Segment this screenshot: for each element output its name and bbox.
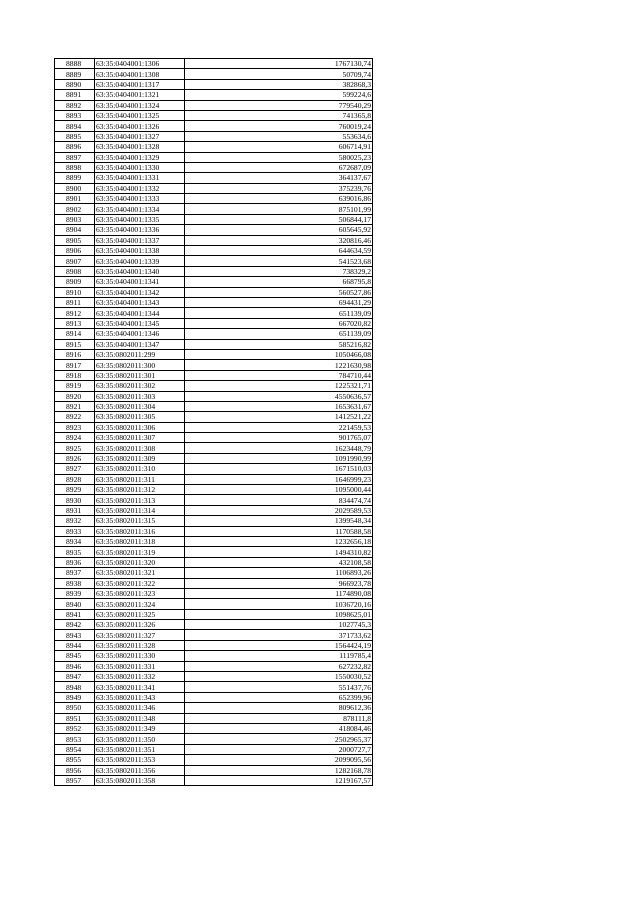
cadastral-number-cell: 63:35:0802011:301 <box>95 370 185 380</box>
cadastral-value-cell: 1050466,08 <box>185 349 373 359</box>
cadastral-number-cell: 63:35:0802011:308 <box>95 443 185 453</box>
table-row <box>55 464 373 474</box>
row-number-cell: 8908 <box>55 266 95 276</box>
cadastral-number-cell: 63:35:0404001:1345 <box>95 318 185 328</box>
table-row <box>55 755 373 765</box>
cadastral-number-cell: 63:35:0404001:1340 <box>95 266 185 276</box>
cadastral-number-cell: 63:35:0802011:311 <box>95 474 185 484</box>
table-row <box>55 152 373 162</box>
cadastral-number-cell: 63:35:0802011:315 <box>95 516 185 526</box>
row-number-cell: 8918 <box>55 370 95 380</box>
row-number-cell: 8889 <box>55 69 95 79</box>
cadastral-number-cell: 63:35:0802011:318 <box>95 536 185 546</box>
cadastral-number-cell: 63:35:0802011:331 <box>95 661 185 671</box>
cadastral-number-cell: 63:35:0802011:353 <box>95 755 185 765</box>
cadastral-number-cell: 63:35:0404001:1336 <box>95 225 185 235</box>
cadastral-value-cell: 741365,8 <box>185 110 373 120</box>
table-row <box>55 162 373 172</box>
cadastral-number-cell: 63:35:0802011:300 <box>95 360 185 370</box>
row-number-cell: 8944 <box>55 640 95 650</box>
row-number-cell: 8933 <box>55 526 95 536</box>
cadastral-value-cell: 652399,96 <box>185 692 373 702</box>
cadastral-number-cell: 63:35:0802011:314 <box>95 505 185 515</box>
row-number-cell: 8954 <box>55 744 95 754</box>
cadastral-value-cell: 551437,76 <box>185 682 373 692</box>
cadastral-number-cell: 63:35:0802011:343 <box>95 692 185 702</box>
row-number-cell: 8898 <box>55 162 95 172</box>
cadastral-value-cell: 1174890,08 <box>185 588 373 598</box>
table-row <box>55 672 373 682</box>
cadastral-number-cell: 63:35:0802011:348 <box>95 713 185 723</box>
row-number-cell: 8935 <box>55 547 95 557</box>
cadastral-number-cell: 63:35:0404001:1308 <box>95 69 185 79</box>
cadastral-value-cell: 4550636,57 <box>185 391 373 401</box>
cadastral-value-cell: 644634,59 <box>185 246 373 256</box>
table-row <box>55 412 373 422</box>
cadastral-value-cell: 1623448,79 <box>185 443 373 453</box>
cadastral-value-cell: 2000727,7 <box>185 744 373 754</box>
cadastral-number-cell: 63:35:0802011:341 <box>95 682 185 692</box>
cadastral-value-cell: 1170588,58 <box>185 526 373 536</box>
cadastral-number-cell: 63:35:0802011:316 <box>95 526 185 536</box>
row-number-cell: 8904 <box>55 225 95 235</box>
cadastral-number-cell: 63:35:0404001:1329 <box>95 152 185 162</box>
cadastral-value-cell: 779540,29 <box>185 100 373 110</box>
cadastral-value-cell: 1564424,19 <box>185 640 373 650</box>
cadastral-number-cell: 63:35:0802011:323 <box>95 588 185 598</box>
row-number-cell: 8929 <box>55 485 95 495</box>
row-number-cell: 8956 <box>55 765 95 775</box>
table-row <box>55 453 373 463</box>
table-row <box>55 391 373 401</box>
row-number-cell: 8928 <box>55 474 95 484</box>
cadastral-number-cell: 63:35:0404001:1347 <box>95 339 185 349</box>
row-number-cell: 8913 <box>55 318 95 328</box>
cadastral-value-cell: 738329,2 <box>185 266 373 276</box>
row-number-cell: 8930 <box>55 495 95 505</box>
row-number-cell: 8916 <box>55 349 95 359</box>
table-row <box>55 225 373 235</box>
cadastral-value-cell: 1550030,52 <box>185 672 373 682</box>
row-number-cell: 8920 <box>55 391 95 401</box>
row-number-cell: 8949 <box>55 692 95 702</box>
cadastral-value-cell: 694431,29 <box>185 297 373 307</box>
cadastral-value-cell: 809612,36 <box>185 703 373 713</box>
table-row <box>55 443 373 453</box>
table-row <box>55 578 373 588</box>
cadastral-value-cell: 1091990,99 <box>185 453 373 463</box>
row-number-cell: 8903 <box>55 214 95 224</box>
table-row <box>55 703 373 713</box>
cadastral-value-cell: 560527,86 <box>185 287 373 297</box>
cadastral-number-cell: 63:35:0404001:1328 <box>95 142 185 152</box>
row-number-cell: 8951 <box>55 713 95 723</box>
cadastral-number-cell: 63:35:0802011:309 <box>95 453 185 463</box>
row-number-cell: 8907 <box>55 256 95 266</box>
table-row <box>55 318 373 328</box>
table-row <box>55 474 373 484</box>
table-row <box>55 214 373 224</box>
cadastral-number-cell: 63:35:0404001:1337 <box>95 235 185 245</box>
cadastral-value-cell: 320816,46 <box>185 235 373 245</box>
cadastral-value-cell: 606714,91 <box>185 142 373 152</box>
table-row <box>55 526 373 536</box>
table-row <box>55 609 373 619</box>
cadastral-number-cell: 63:35:0802011:320 <box>95 557 185 567</box>
table-row <box>55 724 373 734</box>
table-row <box>55 256 373 266</box>
row-number-cell: 8957 <box>55 775 95 785</box>
cadastral-number-cell: 63:35:0404001:1327 <box>95 131 185 141</box>
table-row <box>55 692 373 702</box>
table-row <box>55 142 373 152</box>
table-row <box>55 734 373 744</box>
cadastral-value-cell: 1219167,57 <box>185 775 373 785</box>
cadastral-number-cell: 63:35:0404001:1339 <box>95 256 185 266</box>
row-number-cell: 8943 <box>55 630 95 640</box>
cadastral-number-cell: 63:35:0802011:319 <box>95 547 185 557</box>
table-row <box>55 194 373 204</box>
row-number-cell: 8902 <box>55 204 95 214</box>
row-number-cell: 8939 <box>55 588 95 598</box>
row-number-cell: 8941 <box>55 609 95 619</box>
cadastral-value-cell: 2502965,37 <box>185 734 373 744</box>
row-number-cell: 8915 <box>55 339 95 349</box>
table-row <box>55 682 373 692</box>
cadastral-number-cell: 63:35:0802011:322 <box>95 578 185 588</box>
table-row <box>55 640 373 650</box>
row-number-cell: 8926 <box>55 453 95 463</box>
table-row <box>55 422 373 432</box>
cadastral-number-cell: 63:35:0802011:324 <box>95 599 185 609</box>
table-body <box>55 59 373 786</box>
cadastral-number-cell: 63:35:0802011:303 <box>95 391 185 401</box>
cadastral-value-cell: 667020,82 <box>185 318 373 328</box>
row-number-cell: 8892 <box>55 100 95 110</box>
cadastral-number-cell: 63:35:0404001:1326 <box>95 121 185 131</box>
table-row <box>55 599 373 609</box>
table-row <box>55 713 373 723</box>
table-row <box>55 173 373 183</box>
cadastral-value-cell: 1399548,34 <box>185 516 373 526</box>
cadastral-number-cell: 63:35:0802011:304 <box>95 401 185 411</box>
table-row <box>55 485 373 495</box>
row-number-cell: 8890 <box>55 79 95 89</box>
cadastral-number-cell: 63:35:0802011:310 <box>95 464 185 474</box>
cadastral-value-cell: 651139,09 <box>185 308 373 318</box>
table-row <box>55 381 373 391</box>
cadastral-value-cell: 1036720,16 <box>185 599 373 609</box>
cadastral-number-cell: 63:35:0802011:306 <box>95 422 185 432</box>
cadastral-value-cell: 1221630,98 <box>185 360 373 370</box>
cadastral-value-cell: 2029589,53 <box>185 505 373 515</box>
table-row <box>55 235 373 245</box>
cadastral-value-cell: 553634,6 <box>185 131 373 141</box>
cadastral-number-cell: 63:35:0404001:1341 <box>95 277 185 287</box>
cadastral-number-cell: 63:35:0802011:332 <box>95 672 185 682</box>
row-number-cell: 8927 <box>55 464 95 474</box>
table-row <box>55 183 373 193</box>
table-row <box>55 505 373 515</box>
cadastral-number-cell: 63:35:0404001:1317 <box>95 79 185 89</box>
table-row <box>55 744 373 754</box>
cadastral-value-cell: 371733,62 <box>185 630 373 640</box>
row-number-cell: 8936 <box>55 557 95 567</box>
cadastral-value-cell: 668795,8 <box>185 277 373 287</box>
row-number-cell: 8906 <box>55 246 95 256</box>
cadastral-value-cell: 2099095,56 <box>185 755 373 765</box>
cadastral-number-cell: 63:35:0404001:1344 <box>95 308 185 318</box>
table-row <box>55 516 373 526</box>
row-number-cell: 8945 <box>55 651 95 661</box>
cadastral-value-cell: 1494310,82 <box>185 547 373 557</box>
row-number-cell: 8923 <box>55 422 95 432</box>
table-row <box>55 204 373 214</box>
cadastral-value-cell: 1119785,4 <box>185 651 373 661</box>
cadastral-number-cell: 63:35:0802011:358 <box>95 775 185 785</box>
table-row <box>55 547 373 557</box>
table-row <box>55 121 373 131</box>
table-row <box>55 630 373 640</box>
cadastral-number-cell: 63:35:0404001:1346 <box>95 329 185 339</box>
row-number-cell: 8917 <box>55 360 95 370</box>
table-row <box>55 79 373 89</box>
cadastral-number-cell: 63:35:0802011:326 <box>95 620 185 630</box>
row-number-cell: 8937 <box>55 568 95 578</box>
cadastral-value-cell: 1767130,74 <box>185 59 373 69</box>
row-number-cell: 8942 <box>55 620 95 630</box>
cadastral-value-cell: 760019,24 <box>185 121 373 131</box>
row-number-cell: 8931 <box>55 505 95 515</box>
cadastral-number-cell: 63:35:0404001:1325 <box>95 110 185 120</box>
table-row <box>55 433 373 443</box>
cadastral-value-cell: 1095000,44 <box>185 485 373 495</box>
table-row <box>55 69 373 79</box>
cadastral-value-cell: 506844,17 <box>185 214 373 224</box>
row-number-cell: 8910 <box>55 287 95 297</box>
cadastral-number-cell: 63:35:0802011:349 <box>95 724 185 734</box>
cadastral-number-cell: 63:35:0404001:1333 <box>95 194 185 204</box>
cadastral-value-cell: 1646999,23 <box>185 474 373 484</box>
cadastral-number-cell: 63:35:0802011:312 <box>95 485 185 495</box>
cadastral-value-cell: 599224,6 <box>185 90 373 100</box>
row-number-cell: 8896 <box>55 142 95 152</box>
row-number-cell: 8914 <box>55 329 95 339</box>
table-row <box>55 401 373 411</box>
table-row <box>55 360 373 370</box>
cadastral-number-cell: 63:35:0802011:350 <box>95 734 185 744</box>
row-number-cell: 8919 <box>55 381 95 391</box>
cadastral-number-cell: 63:35:0802011:299 <box>95 349 185 359</box>
cadastral-value-cell: 605645,92 <box>185 225 373 235</box>
row-number-cell: 8946 <box>55 661 95 671</box>
row-number-cell: 8893 <box>55 110 95 120</box>
row-number-cell: 8938 <box>55 578 95 588</box>
cadastral-number-cell: 63:35:0802011:351 <box>95 744 185 754</box>
table-row <box>55 90 373 100</box>
row-number-cell: 8891 <box>55 90 95 100</box>
cadastral-number-cell: 63:35:0802011:346 <box>95 703 185 713</box>
cadastral-value-cell: 639016,86 <box>185 194 373 204</box>
table-row <box>55 651 373 661</box>
table-row <box>55 536 373 546</box>
table-row <box>55 277 373 287</box>
table-row <box>55 495 373 505</box>
cadastral-value-cell: 1671510,03 <box>185 464 373 474</box>
row-number-cell: 8900 <box>55 183 95 193</box>
row-number-cell: 8905 <box>55 235 95 245</box>
table-row <box>55 308 373 318</box>
cadastral-value-cell: 875101,99 <box>185 204 373 214</box>
table-row <box>55 775 373 785</box>
cadastral-number-cell: 63:35:0404001:1324 <box>95 100 185 110</box>
cadastral-value-cell: 1027745,3 <box>185 620 373 630</box>
cadastral-value-cell: 1282168,78 <box>185 765 373 775</box>
cadastral-number-cell: 63:35:0802011:328 <box>95 640 185 650</box>
cadastral-value-cell: 627232,82 <box>185 661 373 671</box>
cadastral-number-cell: 63:35:0404001:1330 <box>95 162 185 172</box>
row-number-cell: 8911 <box>55 297 95 307</box>
cadastral-number-cell: 63:35:0802011:327 <box>95 630 185 640</box>
cadastral-value-cell: 878111,8 <box>185 713 373 723</box>
table-row <box>55 287 373 297</box>
cadastral-number-cell: 63:35:0404001:1332 <box>95 183 185 193</box>
table-row <box>55 557 373 567</box>
table-row <box>55 59 373 69</box>
row-number-cell: 8888 <box>55 59 95 69</box>
cadastral-value-cell: 375239,76 <box>185 183 373 193</box>
cadastral-number-cell: 63:35:0802011:356 <box>95 765 185 775</box>
cadastral-value-cell: 1232656,18 <box>185 536 373 546</box>
cadastral-value-cell: 364137,67 <box>185 173 373 183</box>
cadastral-value-cell: 1412521,22 <box>185 412 373 422</box>
row-number-cell: 8912 <box>55 308 95 318</box>
row-number-cell: 8950 <box>55 703 95 713</box>
cadastral-value-cell: 1225321,71 <box>185 381 373 391</box>
cadastral-value-cell: 672687,09 <box>185 162 373 172</box>
cadastral-value-cell: 585216,82 <box>185 339 373 349</box>
cadastral-number-cell: 63:35:0802011:305 <box>95 412 185 422</box>
row-number-cell: 8899 <box>55 173 95 183</box>
row-number-cell: 8924 <box>55 433 95 443</box>
cadastral-value-cell: 418084,46 <box>185 724 373 734</box>
table-row <box>55 620 373 630</box>
row-number-cell: 8922 <box>55 412 95 422</box>
cadastral-number-cell: 63:35:0404001:1343 <box>95 297 185 307</box>
table-row <box>55 568 373 578</box>
row-number-cell: 8953 <box>55 734 95 744</box>
cadastral-number-cell: 63:35:0802011:321 <box>95 568 185 578</box>
row-number-cell: 8897 <box>55 152 95 162</box>
table-row <box>55 266 373 276</box>
cadastral-number-cell: 63:35:0802011:307 <box>95 433 185 443</box>
row-number-cell: 8921 <box>55 401 95 411</box>
cadastral-number-cell: 63:35:0404001:1335 <box>95 214 185 224</box>
row-number-cell: 8901 <box>55 194 95 204</box>
table-row <box>55 329 373 339</box>
table-row <box>55 100 373 110</box>
cadastral-number-cell: 63:35:0802011:325 <box>95 609 185 619</box>
cadastral-value-cell: 382868,3 <box>185 79 373 89</box>
cadastral-value-cell: 784710,44 <box>185 370 373 380</box>
cadastral-value-cell: 541523,68 <box>185 256 373 266</box>
row-number-cell: 8909 <box>55 277 95 287</box>
cadastral-value-cell: 432108,58 <box>185 557 373 567</box>
cadastral-value-cell: 966923,78 <box>185 578 373 588</box>
cadastral-value-cell: 1653631,67 <box>185 401 373 411</box>
cadastral-number-cell: 63:35:0404001:1342 <box>95 287 185 297</box>
table-row <box>55 661 373 671</box>
table-row <box>55 131 373 141</box>
cadastral-number-cell: 63:35:0404001:1331 <box>95 173 185 183</box>
table-row <box>55 349 373 359</box>
cadastral-value-cell: 1106893,26 <box>185 568 373 578</box>
cadastral-number-cell: 63:35:0404001:1306 <box>95 59 185 69</box>
table-row <box>55 246 373 256</box>
cadastral-value-cell: 834474,74 <box>185 495 373 505</box>
table-row <box>55 110 373 120</box>
cadastral-number-cell: 63:35:0802011:330 <box>95 651 185 661</box>
cadastral-value-cell: 901765,07 <box>185 433 373 443</box>
row-number-cell: 8934 <box>55 536 95 546</box>
row-number-cell: 8940 <box>55 599 95 609</box>
cadastral-number-cell: 63:35:0404001:1338 <box>95 246 185 256</box>
table-row <box>55 339 373 349</box>
table-row <box>55 588 373 598</box>
cadastral-value-cell: 1098625,01 <box>185 609 373 619</box>
cadastral-number-cell: 63:35:0802011:313 <box>95 495 185 505</box>
table-row <box>55 370 373 380</box>
row-number-cell: 8952 <box>55 724 95 734</box>
cadastral-number-cell: 63:35:0404001:1334 <box>95 204 185 214</box>
table-row <box>55 765 373 775</box>
cadastral-value-cell: 580025,23 <box>185 152 373 162</box>
row-number-cell: 8925 <box>55 443 95 453</box>
cadastral-value-cell: 651139,09 <box>185 329 373 339</box>
row-number-cell: 8894 <box>55 121 95 131</box>
row-number-cell: 8895 <box>55 131 95 141</box>
cadastral-number-cell: 63:35:0802011:302 <box>95 381 185 391</box>
row-number-cell: 8932 <box>55 516 95 526</box>
row-number-cell: 8947 <box>55 672 95 682</box>
cadastral-value-cell: 50709,74 <box>185 69 373 79</box>
cadastral-value-table <box>54 58 373 786</box>
cadastral-value-cell: 221459,53 <box>185 422 373 432</box>
table-row <box>55 297 373 307</box>
row-number-cell: 8955 <box>55 755 95 765</box>
row-number-cell: 8948 <box>55 682 95 692</box>
cadastral-number-cell: 63:35:0404001:1321 <box>95 90 185 100</box>
